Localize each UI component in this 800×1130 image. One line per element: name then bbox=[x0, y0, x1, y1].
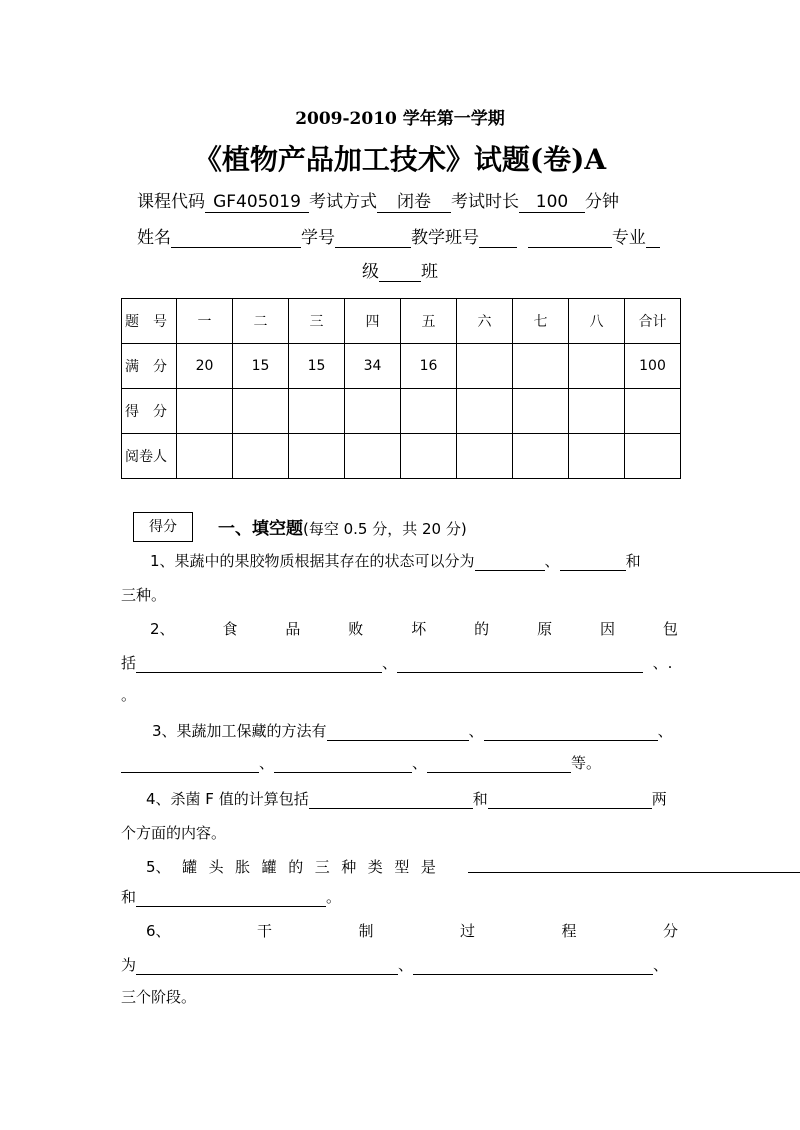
answer-blank[interactable] bbox=[327, 722, 469, 741]
question-3-line-1 bbox=[152, 720, 673, 741]
answer-blank[interactable] bbox=[136, 956, 398, 975]
exam-title: 《植物产品加工技术》试题(卷)A bbox=[193, 143, 607, 176]
table-cell[interactable] bbox=[177, 434, 233, 479]
exam-mode-label: 考试方式 bbox=[309, 192, 377, 212]
table-cell[interactable] bbox=[233, 389, 289, 434]
course-info-line bbox=[137, 187, 619, 213]
answer-blank[interactable] bbox=[488, 790, 652, 809]
question-char: 罐 bbox=[261, 858, 277, 876]
separator: 、 bbox=[657, 722, 673, 740]
exam-mode-value: 闭卷 bbox=[377, 192, 451, 213]
question-char: 是 bbox=[420, 858, 436, 876]
table-cell: 四 bbox=[345, 299, 401, 344]
table-cell[interactable] bbox=[345, 389, 401, 434]
table-cell: 满 分 bbox=[122, 344, 177, 389]
section-title bbox=[218, 514, 467, 539]
exam-time-value: 100 bbox=[519, 192, 585, 213]
answer-blank[interactable] bbox=[560, 552, 626, 571]
separator: 、 bbox=[382, 654, 398, 672]
table-cell: 三 bbox=[289, 299, 345, 344]
table-row-grader bbox=[122, 434, 681, 479]
question-char: 类 bbox=[367, 858, 383, 876]
conjunction: 和 bbox=[472, 790, 488, 808]
question-3-line-2 bbox=[121, 752, 601, 773]
question-5-line-2 bbox=[121, 886, 341, 907]
table-cell: 阅卷人 bbox=[122, 434, 177, 479]
question-5-line-1 bbox=[146, 856, 436, 877]
separator: 、 bbox=[412, 754, 428, 772]
table-cell: 七 bbox=[513, 299, 569, 344]
question-char: 的 bbox=[474, 620, 490, 638]
question-char: 原 bbox=[537, 620, 553, 638]
student-id-field[interactable] bbox=[335, 229, 411, 248]
answer-blank[interactable] bbox=[413, 956, 653, 975]
major-label: 专业 bbox=[611, 228, 646, 248]
question-text: 括 bbox=[121, 654, 137, 672]
major-field[interactable] bbox=[528, 229, 612, 248]
table-cell bbox=[569, 344, 625, 389]
table-cell bbox=[513, 344, 569, 389]
table-cell: 五 bbox=[401, 299, 457, 344]
table-cell[interactable] bbox=[289, 434, 345, 479]
question-char: 食 bbox=[222, 620, 238, 638]
question-char: 制 bbox=[358, 922, 374, 940]
table-cell: 34 bbox=[345, 344, 401, 389]
table-cell: 六 bbox=[457, 299, 513, 344]
grade-label: 级 bbox=[362, 262, 379, 282]
question-char: 分 bbox=[662, 922, 678, 940]
major-suffix-blank[interactable] bbox=[646, 229, 660, 248]
question-char: 因 bbox=[599, 620, 615, 638]
question-char: 种 bbox=[341, 858, 357, 876]
question-2-line-2 bbox=[121, 652, 672, 673]
student-id-label: 学号 bbox=[301, 228, 335, 248]
table-cell[interactable] bbox=[625, 434, 681, 479]
question-6-line-1 bbox=[146, 920, 678, 941]
answer-blank[interactable] bbox=[121, 754, 259, 773]
answer-blank[interactable] bbox=[136, 888, 326, 907]
question-6-end: 三个阶段。 bbox=[121, 988, 197, 1006]
question-char: 型 bbox=[394, 858, 410, 876]
table-cell[interactable] bbox=[625, 389, 681, 434]
exam-term: 2009-2010 学年第一学期 bbox=[295, 109, 505, 129]
table-cell[interactable] bbox=[569, 389, 625, 434]
separator: 、 bbox=[259, 754, 275, 772]
table-cell[interactable] bbox=[289, 389, 345, 434]
question-text: 两 bbox=[651, 790, 667, 808]
question-char: 胀 bbox=[235, 858, 251, 876]
question-text: 。 bbox=[326, 888, 342, 906]
table-row-header bbox=[122, 299, 681, 344]
table-cell: 合计 bbox=[625, 299, 681, 344]
question-char: 过 bbox=[459, 922, 475, 940]
question-char: 品 bbox=[285, 620, 301, 638]
question-char: 头 bbox=[208, 858, 224, 876]
class-label: 班 bbox=[421, 262, 438, 282]
answer-blank[interactable] bbox=[468, 872, 800, 873]
separator: 、. bbox=[652, 654, 673, 672]
answer-blank[interactable] bbox=[397, 654, 643, 673]
question-1 bbox=[150, 550, 641, 571]
answer-blank[interactable] bbox=[274, 754, 412, 773]
question-text: 为 bbox=[121, 956, 137, 974]
table-cell: 二 bbox=[233, 299, 289, 344]
class-no-field[interactable] bbox=[479, 229, 517, 248]
question-char: 坏 bbox=[411, 620, 427, 638]
section-note: (每空 0.5 分，共 20 分) bbox=[303, 520, 467, 538]
score-table bbox=[121, 298, 681, 479]
table-cell: 15 bbox=[233, 344, 289, 389]
answer-blank[interactable] bbox=[427, 754, 571, 773]
question-char: 三 bbox=[314, 858, 330, 876]
separator: 、 bbox=[468, 722, 484, 740]
table-cell[interactable] bbox=[457, 434, 513, 479]
section-score-box: 得分 bbox=[133, 512, 193, 542]
class-no-label: 教学班号 bbox=[411, 228, 479, 248]
separator: 、 bbox=[653, 956, 669, 974]
table-cell bbox=[457, 344, 513, 389]
table-cell[interactable] bbox=[569, 434, 625, 479]
question-text: 4、杀菌 F 值的计算包括 bbox=[146, 790, 309, 808]
table-cell: 得 分 bbox=[122, 389, 177, 434]
table-cell: 15 bbox=[289, 344, 345, 389]
question-char: 包 bbox=[662, 620, 678, 638]
table-cell[interactable] bbox=[401, 434, 457, 479]
question-2-end: 。 bbox=[121, 686, 137, 704]
table-cell[interactable] bbox=[177, 389, 233, 434]
question-6-line-2 bbox=[121, 954, 668, 975]
separator: 、 bbox=[544, 552, 560, 570]
question-text: 3、果蔬加工保藏的方法有 bbox=[152, 722, 327, 740]
course-code-value: GF405019 bbox=[205, 192, 309, 213]
class-field[interactable] bbox=[379, 263, 421, 282]
answer-blank[interactable] bbox=[136, 654, 382, 673]
question-char: 2、 bbox=[150, 620, 175, 638]
question-4-end: 个方面的内容。 bbox=[121, 824, 227, 842]
question-char: 的 bbox=[288, 858, 304, 876]
conjunction: 和 bbox=[625, 552, 641, 570]
table-cell[interactable] bbox=[513, 434, 569, 479]
question-1-end: 三种。 bbox=[121, 586, 167, 604]
table-row-full-marks bbox=[122, 344, 681, 389]
course-code-label: 课程代码 bbox=[137, 192, 205, 212]
student-info-line bbox=[137, 223, 660, 248]
question-char: 程 bbox=[561, 922, 577, 940]
question-4-line-1 bbox=[146, 788, 667, 809]
name-label: 姓名 bbox=[137, 228, 171, 248]
answer-blank[interactable] bbox=[484, 722, 658, 741]
table-row-obtained bbox=[122, 389, 681, 434]
separator: 、 bbox=[398, 956, 414, 974]
question-char: 罐 bbox=[182, 858, 198, 876]
table-cell: 一 bbox=[177, 299, 233, 344]
answer-blank[interactable] bbox=[475, 552, 545, 571]
name-field[interactable] bbox=[171, 229, 301, 248]
table-cell: 16 bbox=[401, 344, 457, 389]
question-2-line-1 bbox=[150, 618, 678, 639]
question-char: 5、 bbox=[146, 858, 171, 876]
table-cell[interactable] bbox=[345, 434, 401, 479]
table-cell[interactable] bbox=[233, 434, 289, 479]
table-cell: 题 号 bbox=[122, 299, 177, 344]
question-char: 败 bbox=[348, 620, 364, 638]
section-title-text: 一、填空题 bbox=[218, 519, 303, 539]
question-text: 等。 bbox=[571, 754, 602, 772]
table-cell: 100 bbox=[625, 344, 681, 389]
table-cell[interactable] bbox=[457, 389, 513, 434]
table-cell[interactable] bbox=[401, 389, 457, 434]
conjunction: 和 bbox=[121, 888, 137, 906]
question-char: 6、 bbox=[146, 922, 171, 940]
table-cell: 八 bbox=[569, 299, 625, 344]
grade-class-line bbox=[0, 257, 800, 282]
minutes-label: 分钟 bbox=[585, 192, 619, 212]
answer-blank[interactable] bbox=[309, 790, 473, 809]
table-cell: 20 bbox=[177, 344, 233, 389]
question-char: 干 bbox=[257, 922, 273, 940]
table-cell[interactable] bbox=[513, 389, 569, 434]
exam-time-label: 考试时长 bbox=[451, 192, 519, 212]
question-text: 1、果蔬中的果胶物质根据其存在的状态可以分为 bbox=[150, 552, 475, 570]
